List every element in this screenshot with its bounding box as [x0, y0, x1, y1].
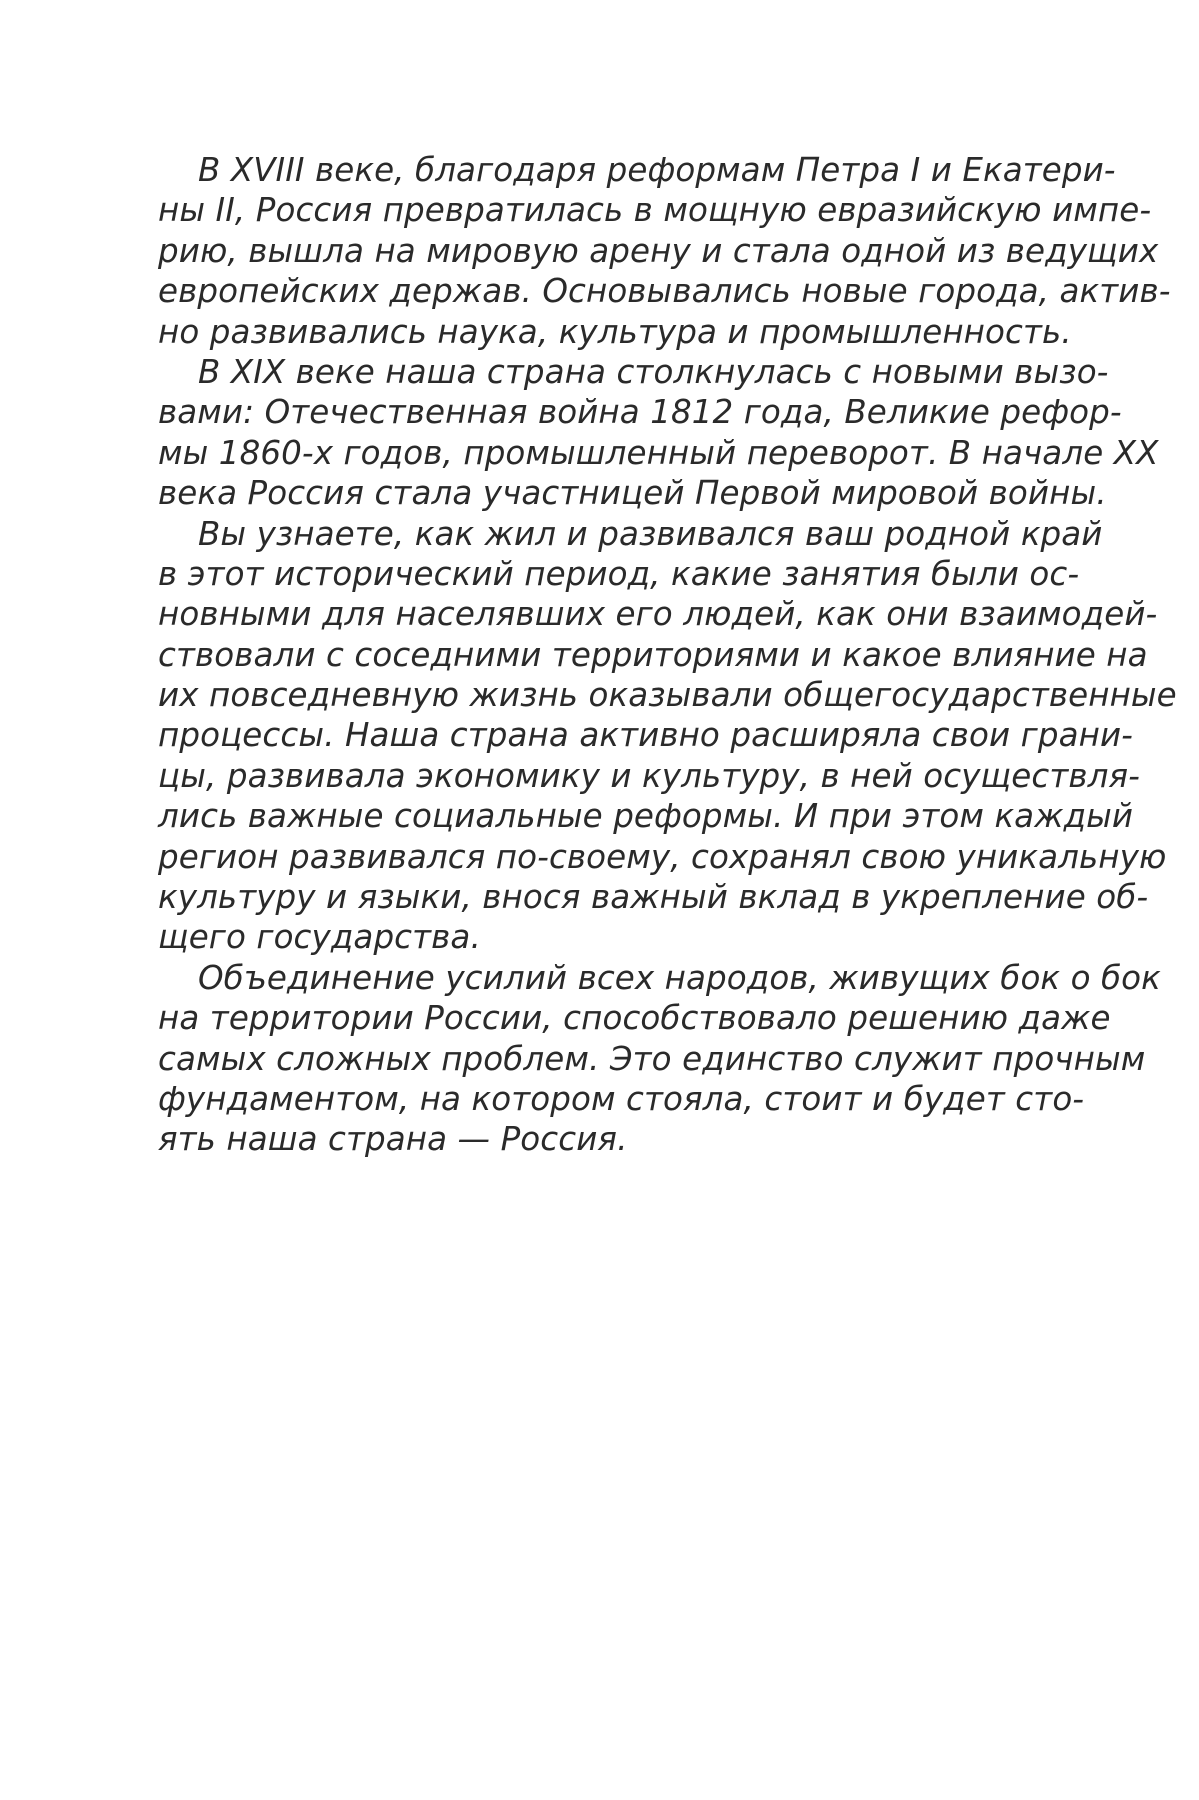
paragraph-1-line-5: но развивались наука, культура и промышленность.: [158, 312, 1072, 351]
paragraph-3-line-3: новными для населявших его людей, как они взаимодей-: [158, 595, 1158, 634]
body-text: [158, 150, 1177, 1160]
paragraph-3-line-11: щего государства.: [158, 918, 481, 957]
paragraph-3-line-1: Вы узнаете, как жил и развивался ваш родной край: [198, 514, 1103, 553]
paragraph-3-line-6: процессы. Наша страна активно расширяла свои грани-: [158, 716, 1133, 755]
paragraph-3-line-10: культуру и языки, внося важный вклад в укрепление об-: [158, 878, 1149, 917]
paragraph-1-line-4: европейских держав. Основывались новые города, актив-: [158, 272, 1171, 311]
paragraph-2-line-2: вами: Отечественная война 1812 года, Великие рефор-: [158, 393, 1122, 432]
paragraph-4-line-3: самых сложных проблем. Это единство служит прочным: [158, 1039, 1146, 1078]
paragraph-3-line-5: их повседневную жизнь оказывали общегосударственные: [158, 676, 1177, 715]
paragraph-2-line-4: века Россия стала участницей Первой мировой войны.: [158, 474, 1107, 513]
paragraph-1-line-3: рию, вышла на мировую арену и стала одной из ведущих: [158, 231, 1159, 270]
paragraph-3-line-7: цы, развивала экономику и культуру, в ней осуществля-: [158, 756, 1140, 795]
paragraph-4-line-2: на территории России, способствовало решению даже: [158, 999, 1111, 1038]
paragraph-3-line-4: ствовали с соседними территориями и какое влияние на: [158, 635, 1148, 674]
paragraph-3-line-8: лись важные социальные реформы. И при этом каждый: [158, 797, 1134, 836]
paragraph-4-line-5: ять наша страна — Россия.: [158, 1120, 628, 1159]
paragraph-3-line-9: регион развивался по-своему, сохранял свою уникальную: [158, 837, 1167, 876]
paragraph-2-line-1: В XIX веке наша страна столкнулась с новыми вызо-: [198, 352, 1109, 391]
paragraph-1-line-1: В XVIII веке, благодаря реформам Петра I и Екатери-: [198, 151, 1116, 189]
paragraph-1-line-2: ны II, Россия превратилась в мощную евразийскую импе-: [158, 191, 1152, 230]
paragraph-3-line-2: в этот исторический период, какие занятия были ос-: [158, 554, 1080, 593]
paragraph-4-line-4: фундаментом, на котором стояла, стоит и будет сто-: [158, 1079, 1085, 1118]
paragraph-2-line-3: мы 1860-х годов, промышленный переворот. В начале XX: [158, 433, 1159, 472]
paragraph-4-line-1: Объединение усилий всех народов, живущих бок о бок: [198, 958, 1161, 997]
